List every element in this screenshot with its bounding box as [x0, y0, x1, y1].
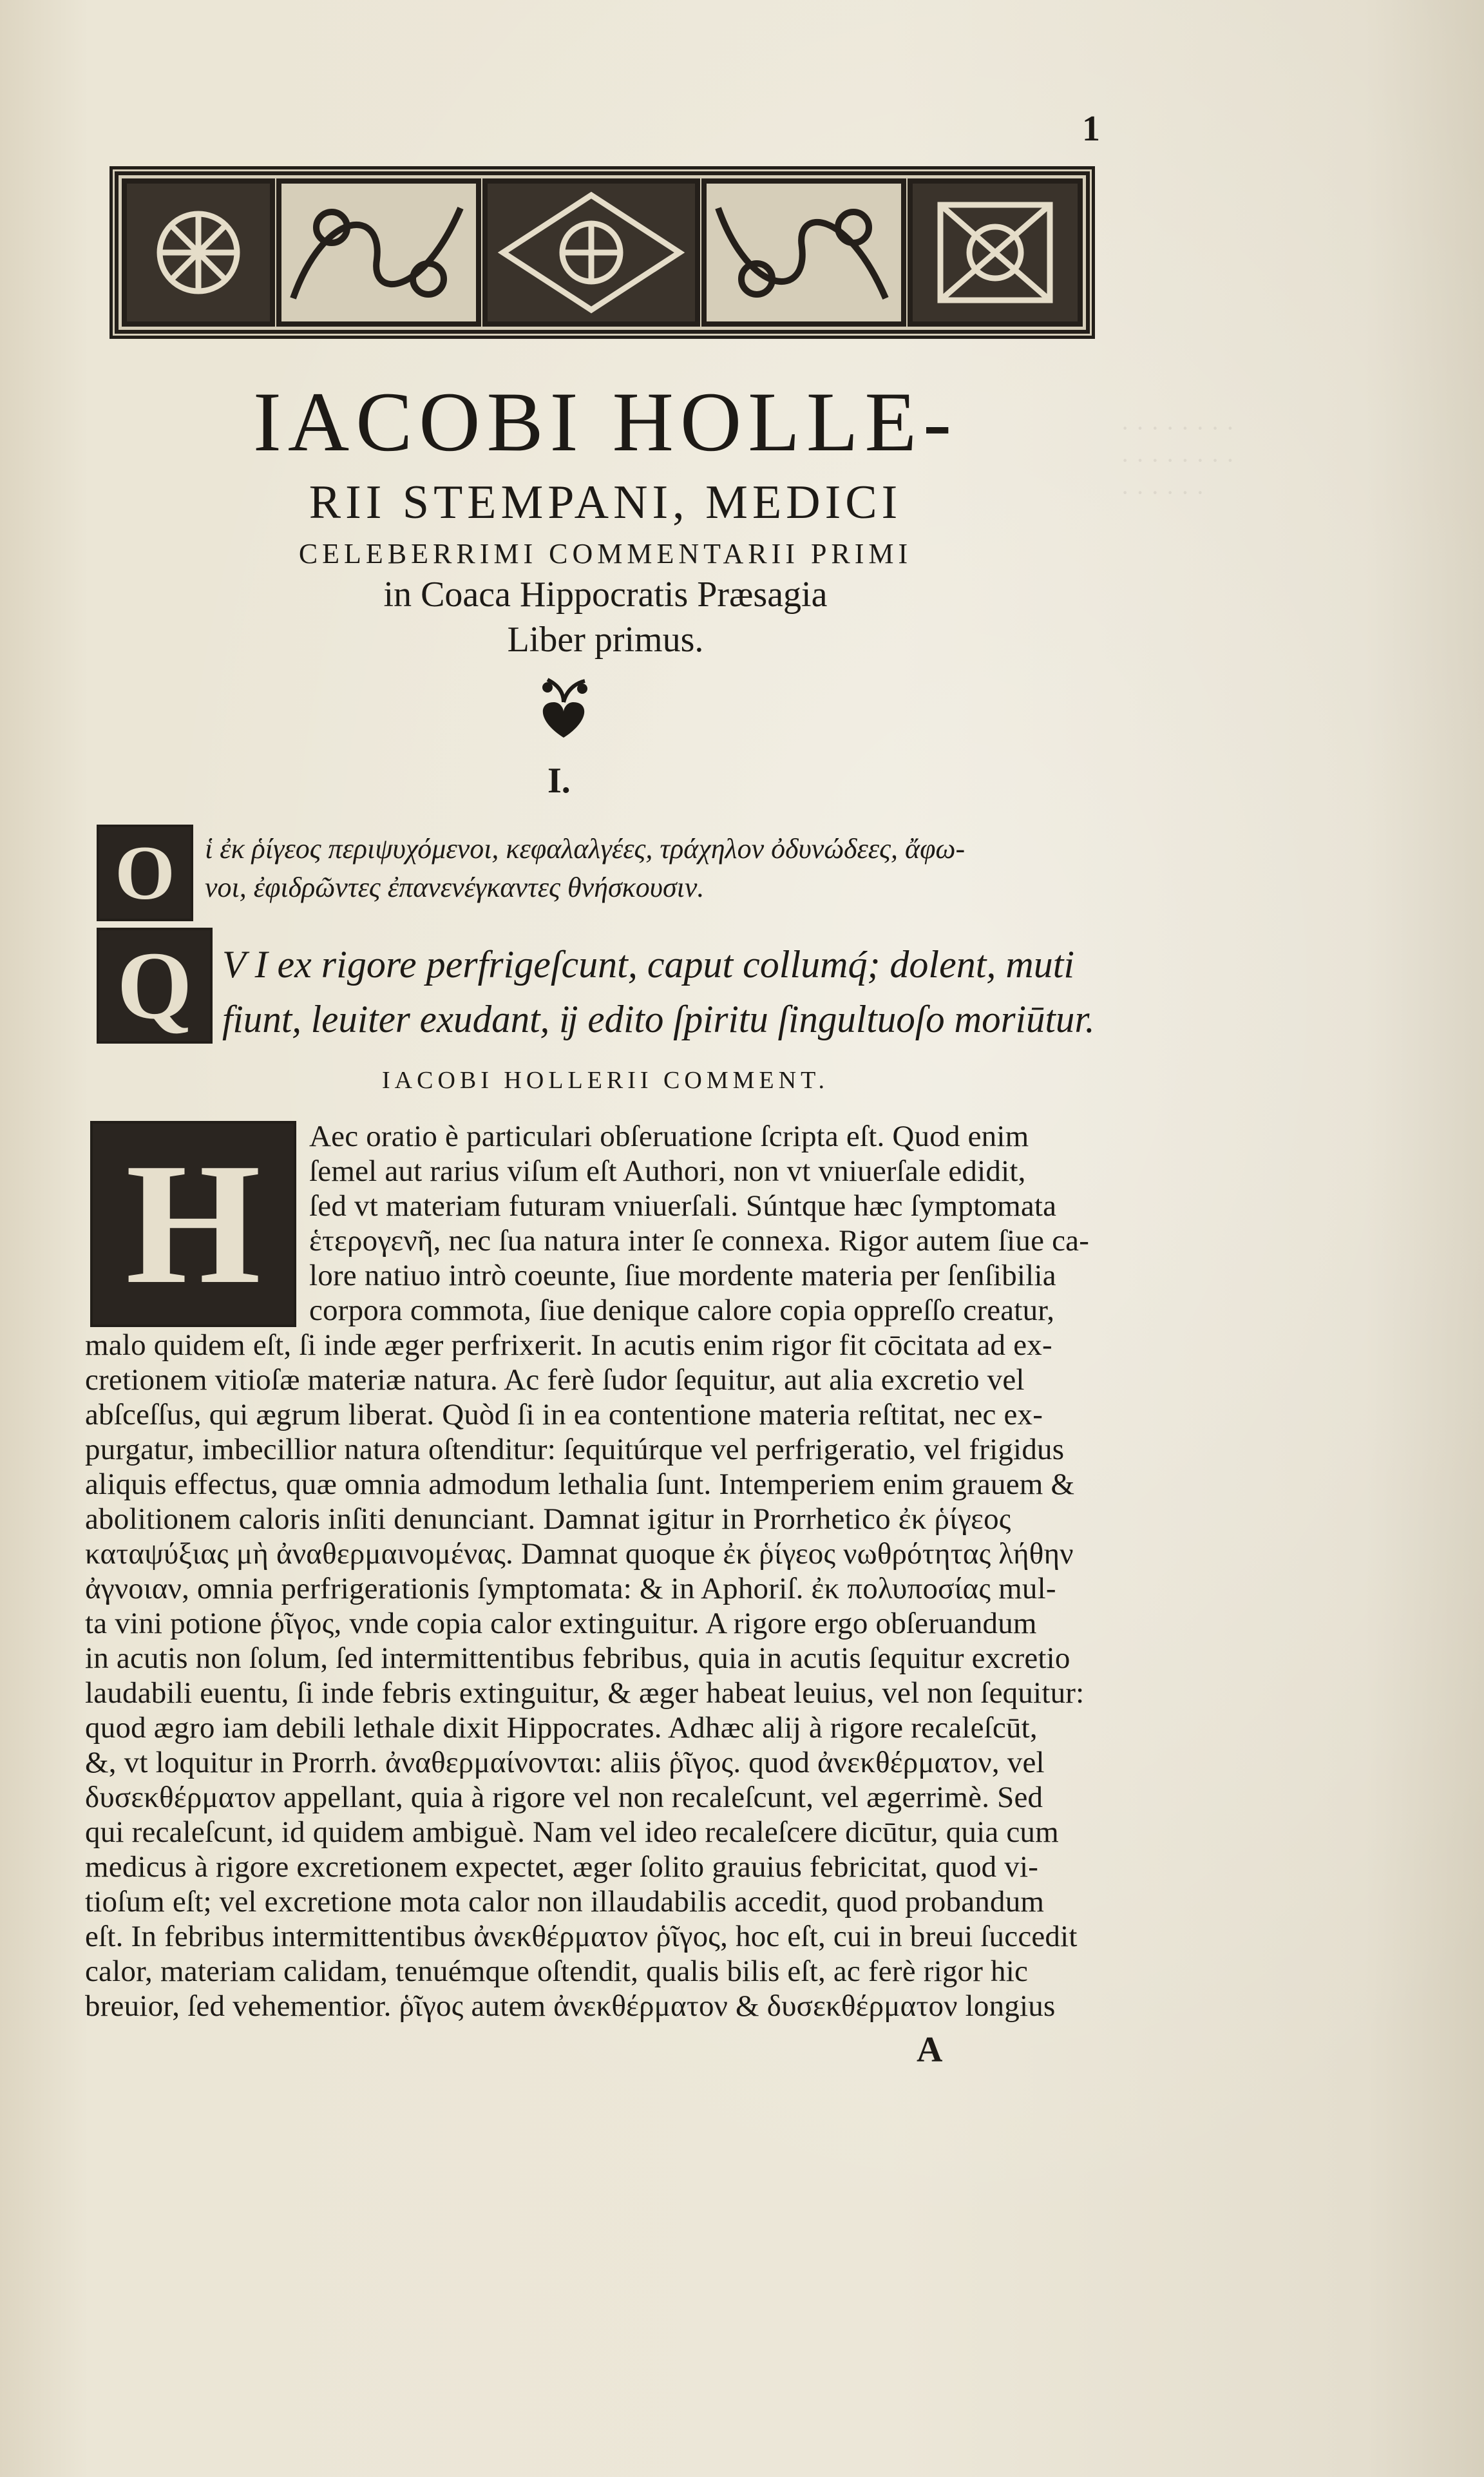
commentary-line: eſt. In febribus intermittentibus ἀνεκθέρματον ῥῖγος, hoc eſt, cui in breui ſuccedit — [85, 1920, 1078, 1953]
greek-text-line-2: νοι, ἐφιδρῶντες ἐπανενέγκαντες θνήσκουσιν. — [205, 872, 705, 903]
commentary-line: malo quidem eſt, ſi inde æger perfrixerit. In acutis enim rigor fit cōcitata ad ex- — [85, 1328, 1052, 1362]
latin-initial-letter: Q — [117, 932, 193, 1039]
title-line-1: IACOBI HOLLE- — [252, 374, 958, 469]
title-line-3: CELEBERRIMI COMMENTARII PRIMI — [298, 538, 913, 569]
latin-text-line-2: fiunt, leuiter exudant, ĳ edito ſpiritu ſingultuoſo moriūtur. — [222, 998, 1095, 1040]
decorated-initial-greek — [97, 825, 193, 921]
commentary-line: abolitionem caloris inſiti denunciant. Damnat igitur in Prorrhetico ἐκ ῥίγεος — [85, 1502, 1011, 1536]
commentary-line: ſemel aut rarius viſum eſt Authori, non vt vniuerſale edidit, — [309, 1154, 1026, 1188]
commentary-line: lore natiuo intrò coeunte, ſiue mordente materia per ſenſibilia — [309, 1259, 1056, 1292]
commentary-line: qui recaleſcunt, id quidem ambiguè. Nam vel ideo recaleſcere dicūtur, quia cum — [85, 1815, 1059, 1849]
title-line-2: RII STEMPANI, MEDICI — [309, 476, 902, 529]
decorated-initial-latin — [97, 928, 213, 1044]
title-line-5: Liber primus. — [507, 620, 704, 660]
commentary-line: laudabili euentu, ſi inde febris extinguitur, & æger habeat leuius, vel non ſequitur: — [85, 1676, 1085, 1710]
commentary-line: δυσεκθέρματον appellant, quia à rigore vel non recaleſcunt, vel ægerrimè. Sed — [85, 1781, 1043, 1814]
page-number: 1 — [1082, 109, 1100, 149]
commentary-line: Aec oratio è particulari obſeruatione ſcripta eſt. Quod enim — [309, 1120, 1029, 1153]
commentary-line: tioſum eſt; vel excretione mota calor non illaudabilis accedit, quod probandum — [85, 1885, 1045, 1918]
commentary-line: in acutis non ſolum, ſed intermittentibus febribus, quia in acutis ſequitur excretio — [85, 1641, 1070, 1675]
commentary-heading: IACOBI HOLLERII COMMENT. — [382, 1067, 829, 1094]
signature-mark: A — [917, 2030, 943, 2070]
greek-text-line-1: ἱ ἐκ ῥίγεος περιψυχόμενοι, κεφαλαλγέες, τράχηλον ὀδυνώδεες, ἄφω- — [205, 833, 966, 865]
section-number: I. — [547, 761, 571, 801]
commentary-line: καταψύξιας μὴ ἀναθερμαινομένας. Damnat quoque ἐκ ῥίγεος νωθρότητας λήθην — [85, 1537, 1074, 1571]
headpiece-ornament — [113, 169, 1092, 336]
commentary-line: abſceſſus, qui ægrum liberat. Quòd ſi in ea contentione materia reſtitat, nec ex- — [85, 1398, 1043, 1431]
decorated-initial-commentary — [90, 1121, 296, 1327]
commentary-initial-letter: H — [125, 1127, 261, 1320]
fleuron-ornament — [528, 673, 599, 744]
commentary-line: ta vini potione ῥῖγος, vnde copia calor extinguitur. A rigore ergo obſeruandum — [85, 1607, 1037, 1640]
bleed-through-text: · · · · · · · · · · · · · · · · · · · · · · — [1121, 414, 1235, 507]
latin-text-line-1: V I ex rigore perfrigeſcunt, caput collumq́; dolent, muti — [222, 943, 1075, 986]
commentary-line: aliquis effectus, quæ omnia admodum lethalia ſunt. Intemperiem enim grauem & — [85, 1468, 1075, 1501]
commentary-line: ἑτερογενῆ, nec ſua natura inter ſe connexa. Rigor autem ſiue ca- — [309, 1224, 1090, 1258]
commentary-line: ἀγνοιαν, omnia perfrigerationis ſymptomata: & in Aphoriſ. ἐκ πολυποσίας mul- — [85, 1572, 1056, 1605]
commentary-line: quod ægro iam debili lethale dixit Hippocrates. Adhæc alij à rigore recaleſcūt, — [85, 1711, 1038, 1745]
commentary-line: purgatur, imbecillior natura oſtenditur: ſequitúrque vel perfrigeratio, vel frigidus — [85, 1433, 1065, 1466]
commentary-line: ſed vt materiam futuram vniuerſali. Súntque hæc ſymptomata — [309, 1189, 1057, 1223]
commentary-line: cretionem vitioſæ materiæ natura. Ac ferè ſudor ſequitur, aut alia excretio vel — [85, 1363, 1025, 1397]
commentary-line: breuior, ſed vehementior. ῥῖγος autem ἀνεκθέρματον & δυσεκθέρματον longius — [85, 1989, 1056, 2023]
commentary-line: &, vt loquitur in Prorrh. ἀναθερμαίνονται: aliis ῥῖγος. quod ἀνεκθέρματον, vel — [85, 1746, 1045, 1779]
title-line-4: in Coaca Hippocratis Præsagia — [383, 575, 828, 615]
commentary-line: medicus à rigore excretionem expectet, æger ſolito grauius febricitat, quod vi- — [85, 1850, 1039, 1884]
commentary-line: corpora commota, ſiue denique calore copia oppreſſo creatur, — [309, 1294, 1055, 1327]
ornamental-headpiece — [109, 166, 1095, 339]
commentary-line: calor, materiam calidam, tenuémque oſtendit, qualis bilis eſt, ac ferè rigor hic — [85, 1955, 1029, 1988]
greek-initial-letter: O — [115, 830, 175, 915]
